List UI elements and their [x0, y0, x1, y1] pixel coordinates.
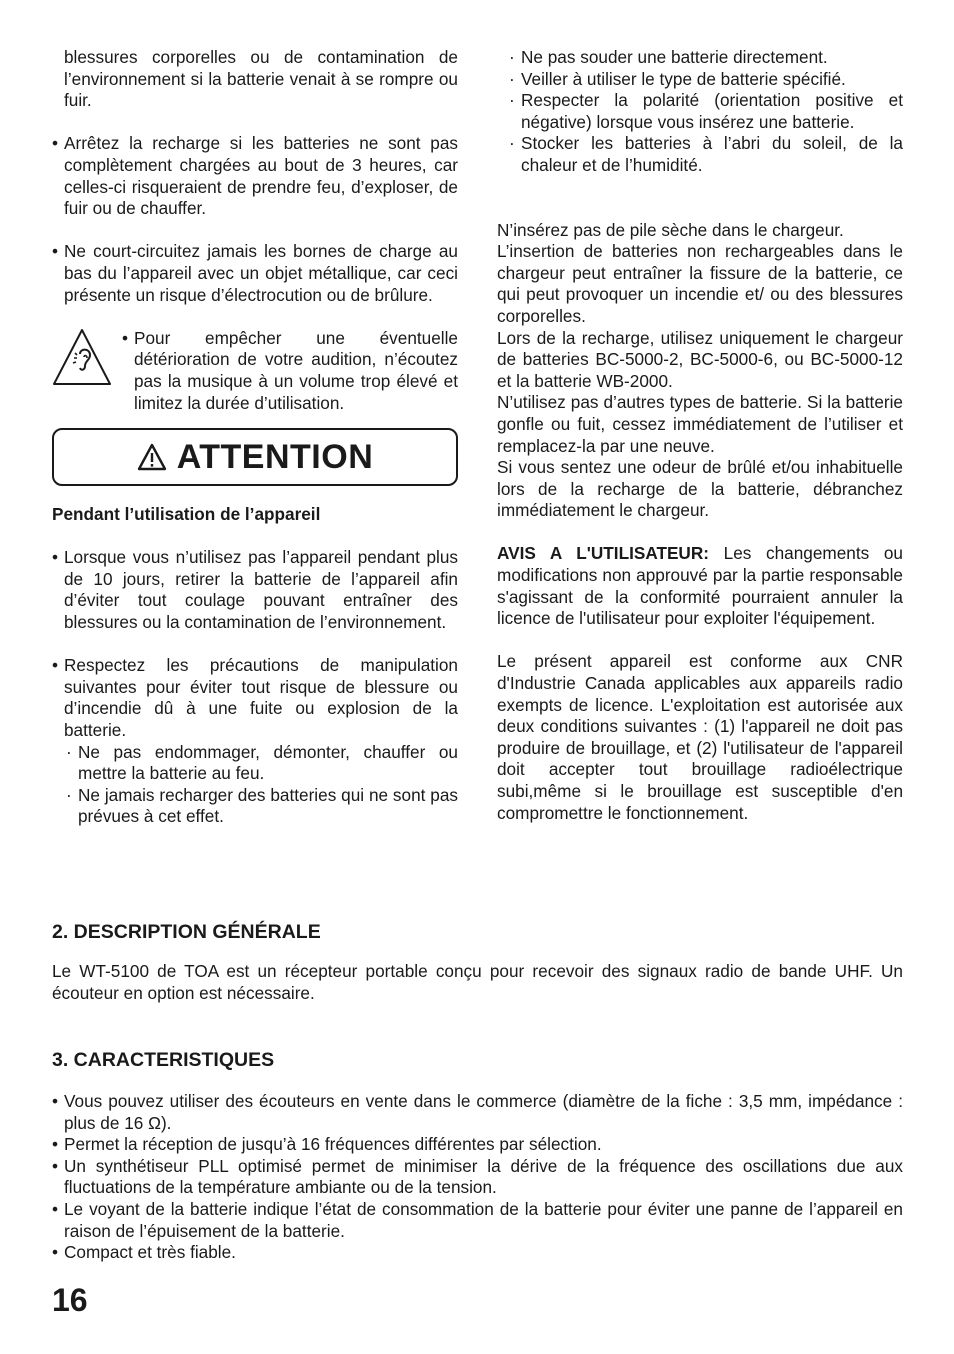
paragraph: Si vous sentez une odeur de brûlé et/ou inhabituelle lors de la recharge de la batterie, débranchez immédiatement le chargeur. — [497, 457, 903, 521]
dry-cell-warning — [497, 220, 903, 522]
list-item: · Ne pas souder une batterie directement. — [507, 47, 903, 69]
right-column — [497, 47, 903, 824]
paragraph: Lors de la recharge, utilisez uniquement le chargeur de batteries BC-5000-2, BC-5000-6, ou BC-5000-12 et la batterie WB-2000. — [497, 327, 903, 391]
page-number: 16 — [52, 1282, 88, 1318]
bullet-precautions: • Respectez les précautions de manipulation suivantes pour éviter tout risque de blessure ou d’incendie dû à une fuite ou explosion de la batterie. — [52, 655, 458, 741]
precaution-list-continued — [497, 47, 903, 177]
list-item: • Vous pouvez utiliser des écouteurs en vente dans le commerce (diamètre de la fiche : 3,5 mm, impédance : plus de 16 Ω). — [52, 1091, 903, 1134]
section-text: Le WT-5100 de TOA est un récepteur portable conçu pour recevoir des signaux radio de bande UHF. Un écouteur en option est nécessaire. — [52, 961, 903, 1003]
left-column — [52, 47, 458, 828]
bullet-stop-recharge: • Arrêtez la recharge si les batteries ne sont pas complètement chargées au bout de 3 heures, car celles-ci risqueraient de prendre feu, d’exploser, de fuir ou de chauffer. — [52, 133, 458, 219]
bullet-short-circuit: • Ne court-circuitez jamais les bornes de charge au bas du l’appareil avec un objet métallique, car ceci présente un risque d’électrocution ou de brûlure. — [52, 241, 458, 306]
list-item: · Ne pas endommager, démonter, chauffer ou mettre la batterie au feu. — [64, 742, 458, 785]
list-item: • Permet la réception de jusqu’à 16 fréquences différentes par sélection. — [52, 1134, 903, 1156]
warning-triangle-icon — [137, 443, 167, 471]
paragraph: N’insérez pas de pile sèche dans le chargeur. — [497, 219, 844, 240]
list-item: • Le voyant de la batterie indique l’état de consommation de la batterie pour éviter une panne de l’appareil en raison de l’épuisement de la batterie. — [52, 1199, 903, 1242]
list-item: · Ne jamais recharger des batteries qui ne sont pas prévues à cet effet. — [64, 785, 458, 828]
precaution-list — [52, 742, 458, 828]
paragraph: L’insertion de batteries non rechargeables dans le chargeur peut entraîner la fissure de la batterie, ce qui peut provoquer un incendie et/ ou des blessures corporelles. — [497, 241, 903, 326]
list-item: · Veiller à utiliser le type de batterie spécifié. — [507, 69, 903, 91]
subheading-usage: Pendant l’utilisation de l’appareil — [52, 504, 321, 525]
continuation-text: blessures corporelles ou de contamination de l’environnement si la batterie venait à se rompre ou fuir. — [64, 47, 458, 111]
paragraph: N’utilisez pas d’autres types de batterie. Si la batterie gonfle ou fuit, cessez immédiatement de l’utiliser et remplacez-la par une neuve. — [497, 392, 903, 456]
section-title: 3. CARACTERISTIQUES — [52, 1049, 275, 1071]
list-item: • Un synthétiseur PLL optimisé permet de minimiser la dérive de la fréquence des oscillations due aux fluctuations de la température ambiante ou de la tension. — [52, 1156, 903, 1199]
industry-canada-notice: Le présent appareil est conforme aux CNR d'Industrie Canada applicables aux appareils radio exempts de licence. L'exploitation est autorisée aux deux conditions suivantes : (1) l'appareil ne doit pas produire de brouillage, et (2) l'utilisateur de l'appareil doit accepter tout brouillage radioélectrique subi,même si le brouillage est susceptible d'en compromettre le fonctionnement. — [497, 651, 903, 823]
hearing-warning — [52, 328, 458, 414]
bullet-unused: • Lorsque vous n’utilisez pas l’appareil pendant plus de 10 jours, retirer la batterie de l’appareil afin d’éviter tout coulage pouvant entraîner des blessures ou la contamination de l’environnement. — [52, 547, 458, 633]
list-item: · Stocker les batteries à l’abri du soleil, de la chaleur et de l’humidité. — [507, 133, 903, 176]
notice-text: Les changements ou modifications non approuvé par la partie responsable s'agissant de la conformité pourraient annuler la licence de l'utilisateur pour exploiter l'équipement. — [497, 543, 903, 629]
section-features — [52, 1048, 903, 1264]
list-item: · Respecter la polarité (orientation positive et négative) lorsque vous insérez une batterie. — [507, 90, 903, 133]
section-general-description — [52, 920, 903, 1004]
notice-label: AVIS A L'UTILISATEUR: — [497, 543, 709, 564]
user-notice — [497, 543, 903, 629]
list-item: • Compact et très fiable. — [52, 1242, 903, 1264]
attention-banner — [52, 428, 458, 486]
attention-label: ATTENTION — [176, 438, 374, 477]
section-title: 2. DESCRIPTION GÉNÉRALE — [52, 921, 321, 943]
hearing-warning-icon — [52, 328, 112, 388]
bullet-hearing: • Pour empêcher une éventuelle détérioration de votre audition, n’écoutez pas la musique à un volume trop élevé et limitez la durée d’utilisation. — [122, 328, 458, 414]
